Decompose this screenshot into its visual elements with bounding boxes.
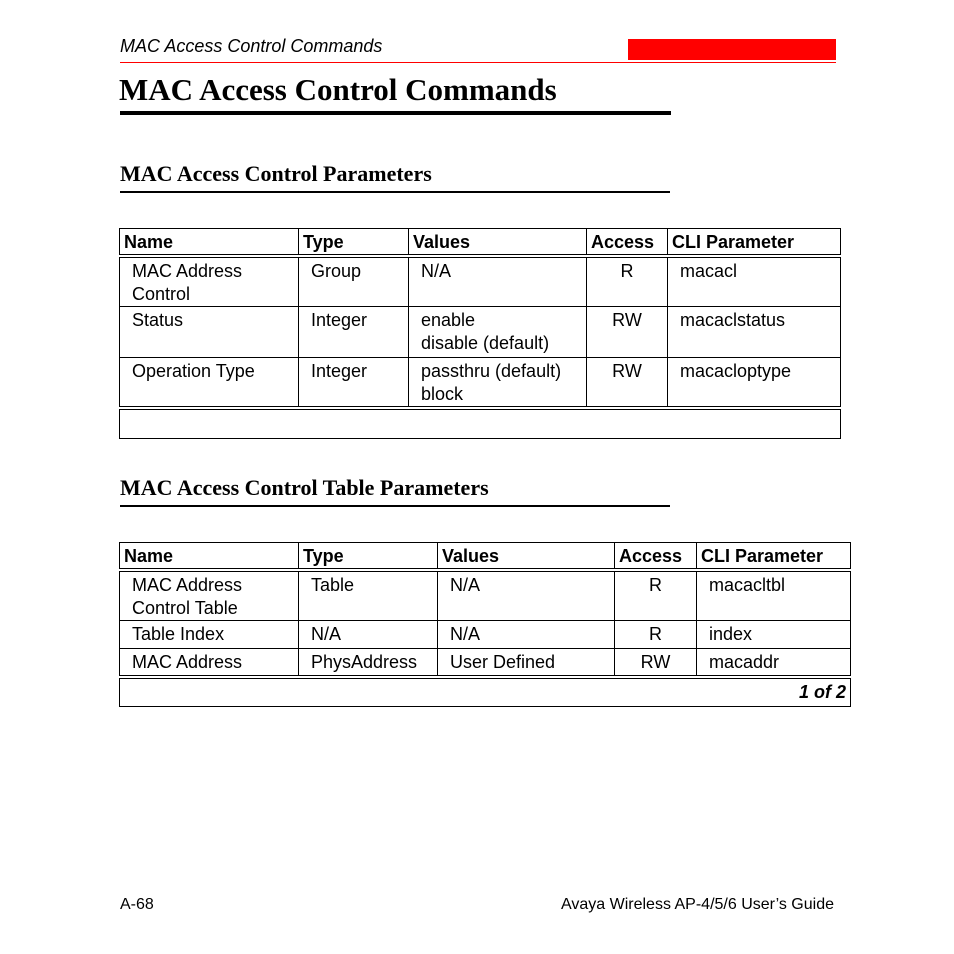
column-header-access: Access (615, 543, 697, 571)
book-title: Avaya Wireless AP-4/5/6 User’s Guide (560, 896, 834, 913)
table-row (120, 358, 841, 409)
table-row (120, 621, 851, 649)
table-row (120, 649, 851, 677)
column-header-access: Access (587, 229, 668, 257)
mac-access-control-parameters-table (119, 228, 841, 439)
cell-name: Operation Type (120, 358, 299, 409)
cell-name: MAC Address (120, 649, 299, 677)
cell-access: R (615, 570, 697, 621)
cell-access: RW (587, 358, 668, 409)
chapter-title-rule (120, 111, 671, 115)
table-header-row (120, 229, 841, 257)
table-footer-row (120, 408, 841, 438)
cell-access: RW (615, 649, 697, 677)
header-red-bar (628, 39, 836, 60)
cell-name: Table Index (120, 621, 299, 649)
column-header-values: Values (409, 229, 587, 257)
cell-cli-parameter: macaddr (697, 649, 851, 677)
cell-name: Status (120, 307, 299, 358)
cell-cli-parameter: macaclstatus (668, 307, 841, 358)
cell-name: MAC Address Control Table (120, 570, 299, 621)
cell-values: passthru (default) block (409, 358, 587, 409)
column-header-cli-parameter: CLI Parameter (668, 229, 841, 257)
column-header-type: Type (299, 229, 409, 257)
table-row (120, 256, 841, 307)
cell-type: N/A (299, 621, 438, 649)
cell-access: RW (587, 307, 668, 358)
cell-values: enable disable (default) (409, 307, 587, 358)
cell-cli-parameter: index (697, 621, 851, 649)
column-header-cli-parameter: CLI Parameter (697, 543, 851, 571)
column-header-name: Name (120, 229, 299, 257)
cell-values: N/A (438, 570, 615, 621)
cell-type: Table (299, 570, 438, 621)
cell-values: N/A (438, 621, 615, 649)
cell-values: N/A (409, 256, 587, 307)
header-red-rule (120, 62, 836, 63)
column-header-values: Values (438, 543, 615, 571)
section-rule (120, 191, 670, 193)
page-number: A-68 (120, 896, 154, 913)
mac-access-control-table-parameters-table (119, 542, 851, 707)
cell-type: PhysAddress (299, 649, 438, 677)
cell-name: MAC Address Control (120, 256, 299, 307)
cell-type: Group (299, 256, 409, 307)
section-title-mac-access-control-parameters: MAC Access Control Parameters (120, 161, 432, 186)
section-title-mac-access-control-table-parameters: MAC Access Control Table Parameters (120, 475, 489, 500)
table-header-row (120, 543, 851, 571)
cell-access: R (615, 621, 697, 649)
cell-cli-parameter: macacl (668, 256, 841, 307)
table-footer-row (120, 677, 851, 707)
cell-type: Integer (299, 358, 409, 409)
cell-access: R (587, 256, 668, 307)
column-header-type: Type (299, 543, 438, 571)
table-row (120, 570, 851, 621)
section-rule (120, 505, 670, 507)
table-footer-note (120, 408, 841, 438)
running-header-title: MAC Access Control Commands (120, 36, 383, 56)
chapter-title: MAC Access Control Commands (119, 72, 557, 107)
cell-cli-parameter: macacloptype (668, 358, 841, 409)
cell-type: Integer (299, 307, 409, 358)
cell-cli-parameter: macacltbl (697, 570, 851, 621)
column-header-name: Name (120, 543, 299, 571)
cell-values: User Defined (438, 649, 615, 677)
table-row (120, 307, 841, 358)
table-page-indicator: 1 of 2 (120, 677, 851, 707)
